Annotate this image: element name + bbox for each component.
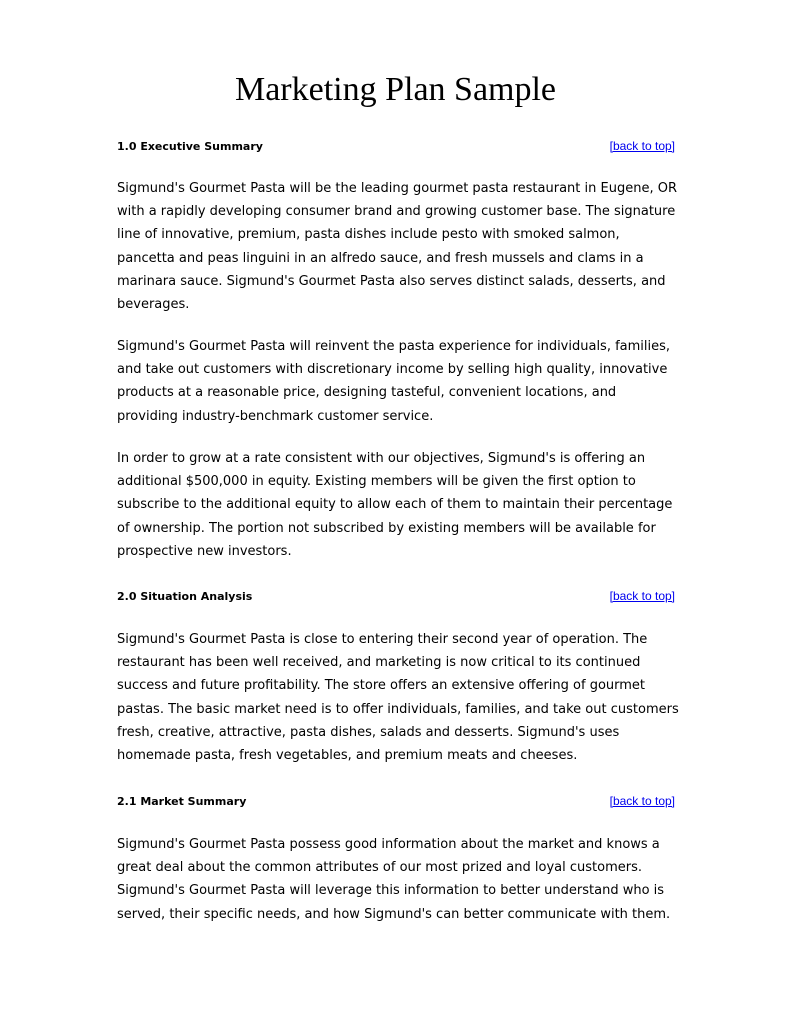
- page-title: Marketing Plan Sample: [234, 71, 557, 108]
- paragraph: Sigmund's Gourmet Pasta will be the leading gourmet pasta restaurant in Eugene, OR with a rapidly developing consumer brand and growing customer base. The signature line of innovative, premium, pasta dishes include pesto with smoked salmon, pancetta and peas linguini in an alfredo sauce, and fresh mussels and clams in a marinara sauce. Sigmund's Gourmet Pasta also serves distinct salads, desserts, and beverages.: [117, 181, 677, 313]
- section-header-executive-summary: [117, 138, 675, 154]
- section-header-market-summary: [117, 793, 675, 809]
- section-title: 2.0 Situation Analysis: [117, 590, 253, 603]
- paragraph: Sigmund's Gourmet Pasta possess good information about the market and knows a great deal about the common attributes of our most prized and loyal customers. Sigmund's Gourmet Pasta will leverage this information to better understand who is served, their specific needs, and how Sigmund's can better communicate with them.: [117, 837, 671, 922]
- back-to-top-link[interactable]: [back to top]: [609, 139, 675, 153]
- back-to-top-link[interactable]: [back to top]: [609, 589, 675, 603]
- section-title: 2.1 Market Summary: [117, 795, 247, 808]
- paragraph: Sigmund's Gourmet Pasta will reinvent the pasta experience for individuals, families, and take out customers with discretionary income by selling high quality, innovative products at a reasonable price, designing tasteful, convenient locations, and providing industry-benchmark customer service.: [117, 339, 671, 424]
- paragraph: Sigmund's Gourmet Pasta is close to entering their second year of operation. The restaurant has been well received, and marketing is now critical to its continued success and future profitability. The store offers an extensive offering of gourmet pastas. The basic market need is to offer individuals, families, and take out customers fresh, creative, attractive, pasta dishes, salads and desserts. Sigmund's uses homemade pasta, fresh vegetables, and premium meats and cheeses.: [117, 632, 679, 764]
- paragraph: In order to grow at a rate consistent with our objectives, Sigmund's is offering an additional $500,000 in equity. Existing members will be given the first option to subscribe to the additional equity to allow each of them to maintain their percentage of ownership. The portion not subscribed by existing members will be available for prospective new investors.: [117, 451, 673, 559]
- section-title: 1.0 Executive Summary: [117, 140, 263, 153]
- back-to-top-link[interactable]: [back to top]: [609, 794, 675, 808]
- section-header-situation-analysis: [117, 588, 675, 604]
